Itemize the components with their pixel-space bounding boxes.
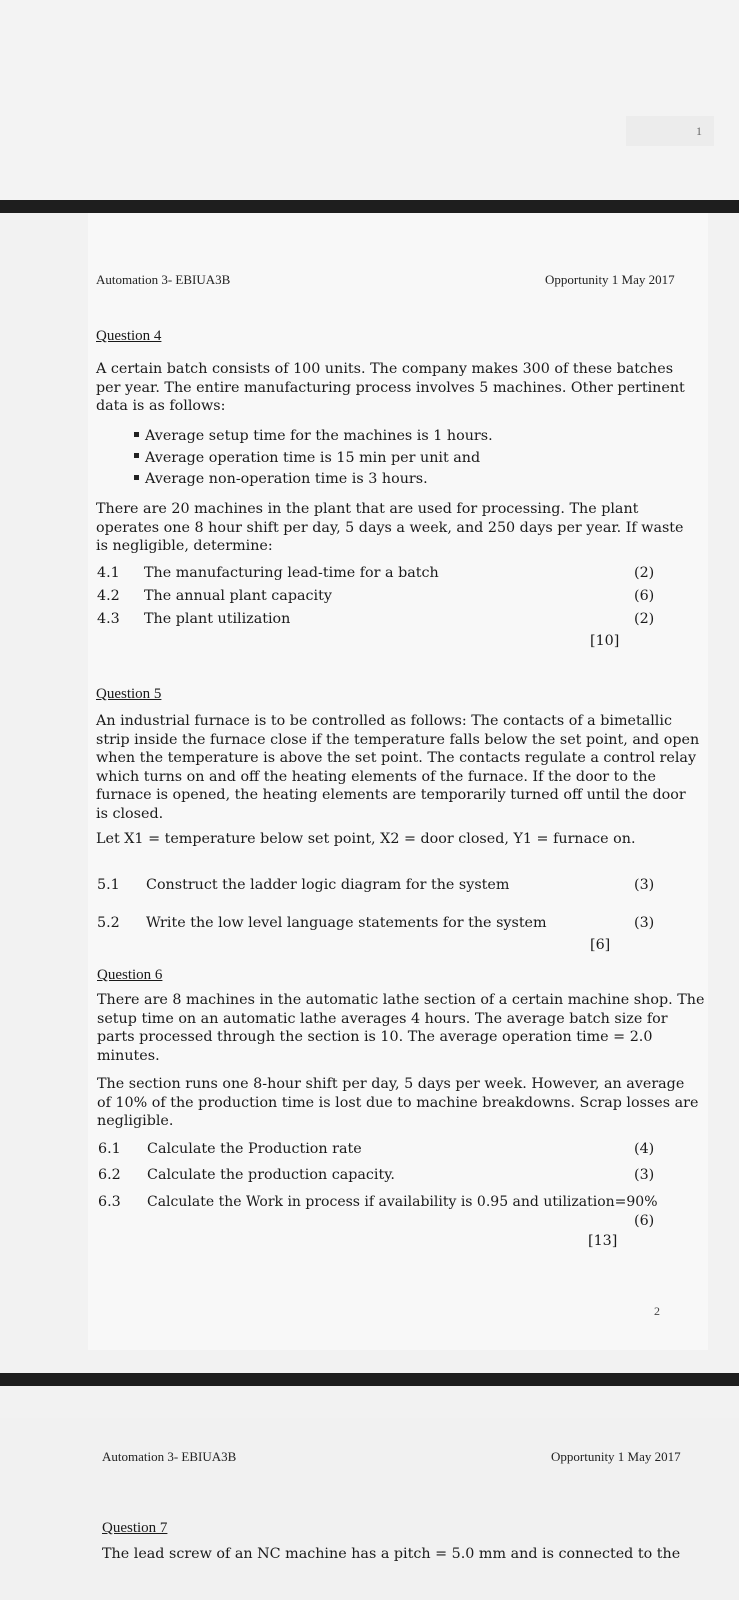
item-marks: (4): [634, 1141, 655, 1157]
page-separator: [0, 1373, 739, 1386]
text-line: of 10% of the production time is lost due to machine breakdowns. Scrap losses are: [97, 1094, 699, 1111]
question-6-para2: [97, 1075, 698, 1131]
bullet-list: [134, 427, 493, 489]
item-text: The annual plant capacity: [144, 588, 332, 604]
item-marks: (3): [634, 915, 655, 931]
text-line: negligible.: [97, 1113, 174, 1129]
text-line: is closed.: [96, 805, 164, 822]
item-marks: (6): [634, 1213, 655, 1229]
question-total: [13]: [588, 1233, 618, 1249]
text-line: An industrial furnace is to be controlled as follows: The contacts of a bimetallic: [96, 713, 672, 729]
text-line: parts processed through the section is 10. The average operation time = 2.0: [97, 1029, 653, 1045]
question-total: [10]: [590, 633, 620, 649]
list-item: Average operation time is 15 min per unit and: [134, 449, 493, 468]
text-line: which turns on and off the heating elements of the furnace. If the door to the: [96, 768, 656, 785]
item-number: 5.2: [97, 915, 120, 931]
header-opportunity: Opportunity 1 May 2017: [545, 272, 675, 287]
text-line: operates one 8 hour shift per day, 5 days a week, and 250 days per year. If waste: [96, 519, 684, 536]
list-item: Average setup time for the machines is 1 hours.: [134, 427, 493, 446]
question-4-title: Question 4: [96, 328, 162, 344]
header-course: Automation 3- EBIUA3B: [102, 1449, 237, 1464]
text-line: A certain batch consists of 100 units. The company makes 300 of these batches: [96, 361, 674, 377]
question-5-intro: [96, 712, 699, 823]
text-line: There are 20 machines in the plant that are used for processing. The plant: [96, 501, 639, 517]
question-6-intro: [97, 991, 704, 1065]
item-marks: (2): [634, 611, 655, 627]
item-text: Calculate the Work in process if availability is 0.95 and utilization=90%: [147, 1194, 658, 1210]
question-total: [6]: [590, 937, 611, 953]
item-number: 4.2: [97, 588, 120, 604]
item-number: 6.2: [98, 1167, 121, 1183]
item-text: The plant utilization: [144, 611, 291, 627]
bullet-icon: [134, 432, 139, 437]
item-text: Write the low level language statements for the system: [146, 915, 547, 931]
previous-page-bottom: [0, 0, 739, 200]
item-text: Construct the ladder logic diagram for the system: [146, 877, 510, 893]
variable-definitions: Let X1 = temperature below set point, X2 = door closed, Y1 = furnace on.: [96, 831, 636, 847]
item-marks: (3): [634, 1167, 655, 1183]
question-7-text: The lead screw of an NC machine has a pitch = 5.0 mm and is connected to the: [102, 1546, 681, 1562]
text-line: furnace is opened, the heating elements are temporarily turned off until the door: [96, 787, 686, 803]
header-course: Automation 3- EBIUA3B: [96, 272, 231, 287]
item-number: 4.3: [97, 611, 120, 627]
bullet-icon: [134, 453, 139, 458]
item-number: 6.3: [98, 1194, 121, 1210]
text-line: The section runs one 8-hour shift per day, 5 days per week. However, an average: [97, 1076, 685, 1092]
item-marks: (3): [634, 877, 655, 893]
header-opportunity: Opportunity 1 May 2017: [551, 1449, 681, 1464]
next-page: [0, 1418, 739, 1600]
item-marks: (6): [634, 588, 655, 604]
text-line: when the temperature is above the set point. The contacts regulate a control relay: [96, 750, 697, 766]
item-text: Calculate the production capacity.: [147, 1167, 395, 1183]
page-number: 2: [654, 1304, 660, 1318]
text-line: There are 8 machines in the automatic lathe section of a certain machine shop. The: [97, 992, 705, 1008]
question-5-title: Question 5: [96, 686, 162, 702]
question-4-intro: [96, 360, 685, 416]
text-line: strip inside the furnace close if the temperature falls below the set point, and open: [96, 731, 700, 748]
item-text: The manufacturing lead-time for a batch: [144, 565, 439, 581]
question-4-para2: [96, 500, 684, 556]
bullet-icon: [134, 475, 139, 480]
text-line: data is as follows:: [96, 398, 226, 414]
text-line: setup time on an automatic lathe averages 4 hours. The average batch size for: [97, 1010, 668, 1027]
page-number: 1: [626, 116, 714, 146]
question-6-title: Question 6: [97, 967, 163, 983]
text-line: per year. The entire manufacturing process involves 5 machines. Other pertinent: [96, 379, 685, 396]
question-7-title: Question 7: [102, 1520, 168, 1536]
item-number: 4.1: [97, 565, 120, 581]
page-separator: [0, 200, 739, 213]
item-text: Calculate the Production rate: [147, 1141, 362, 1157]
text-line: minutes.: [97, 1047, 160, 1064]
item-number: 5.1: [97, 877, 120, 893]
item-number: 6.1: [98, 1141, 121, 1157]
item-marks: (2): [634, 565, 655, 581]
list-item: Average non-operation time is 3 hours.: [134, 470, 493, 489]
text-line: is negligible, determine:: [96, 538, 273, 554]
